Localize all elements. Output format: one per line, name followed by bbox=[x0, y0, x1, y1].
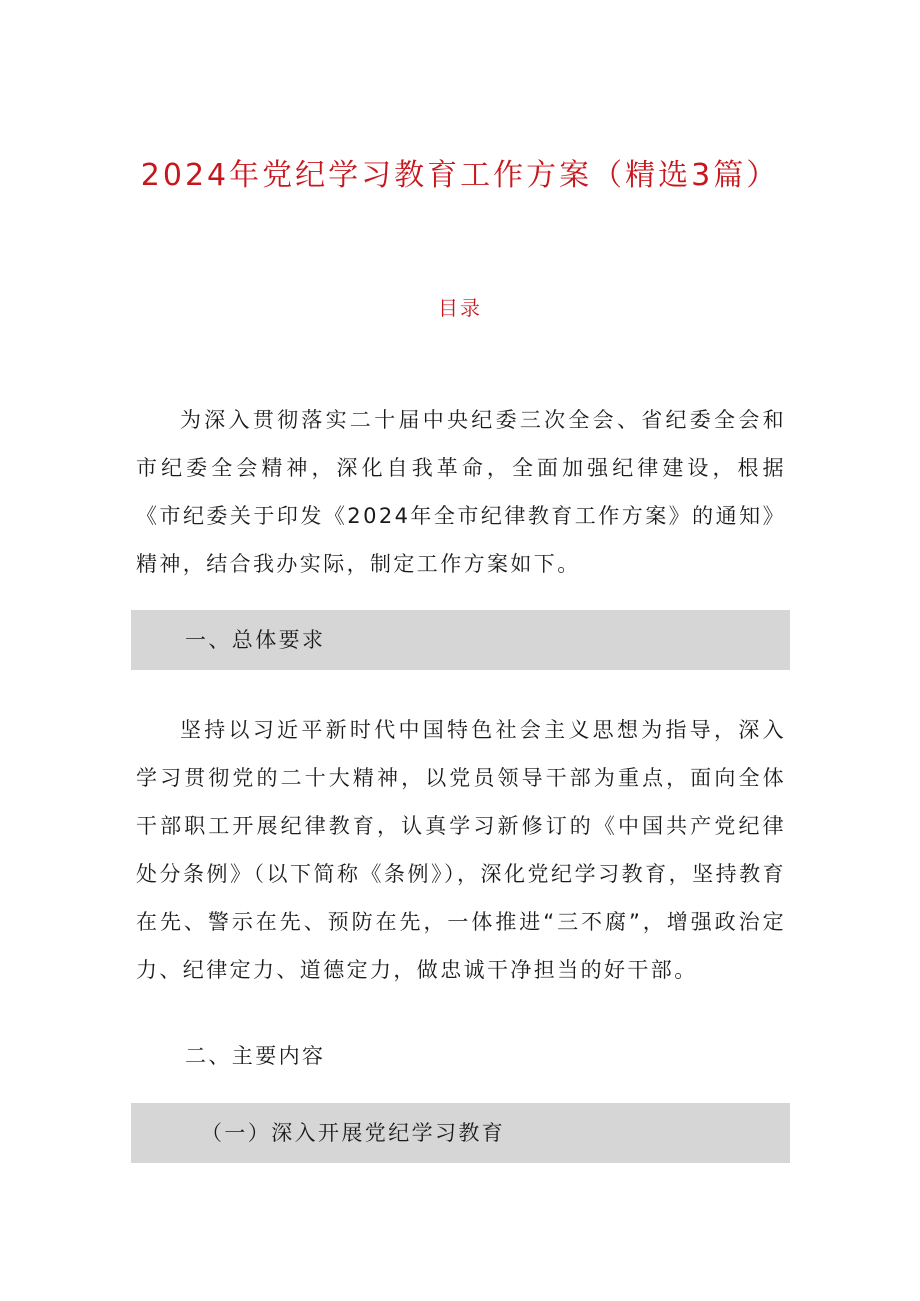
section-1-heading: 一、总体要求 bbox=[185, 628, 326, 652]
subsection-1-heading: （一）深入开展党纪学习教育 bbox=[201, 1121, 506, 1145]
document-title: 2024年党纪学习教育工作方案（精选3篇） bbox=[140, 158, 780, 193]
section-1-paragraph: 坚持以习近平新时代中国特色社会主义思想为指导，深入学习贯彻党的二十大精神，以党员领导干部为重点，面向全体干部职工开展纪律教育，认真学习新修订的《中国共产党纪律处分条例》（以下简称《条例》），深化党纪学习教育，坚持教育在先、警示在先、预防在先，一体推进“三不腐”，增强政治定力、纪律定力、道德定力，做忠诚干净担当的好干部。 bbox=[136, 718, 786, 982]
subsection-1-heading-band bbox=[131, 1103, 790, 1163]
section-2-heading: 二、主要内容 bbox=[185, 1044, 326, 1068]
toc-heading: 目录 bbox=[438, 296, 482, 320]
section-1-heading-band bbox=[131, 610, 790, 670]
intro-paragraph: 为深入贯彻落实二十届中央纪委三次全会、省纪委全会和市纪委全会精神，深化自我革命，全面加强纪律建设，根据《市纪委关于印发《2024年全市纪律教育工作方案》的通知》精神，结合我办实际，制定工作方案如下。 bbox=[136, 408, 786, 576]
